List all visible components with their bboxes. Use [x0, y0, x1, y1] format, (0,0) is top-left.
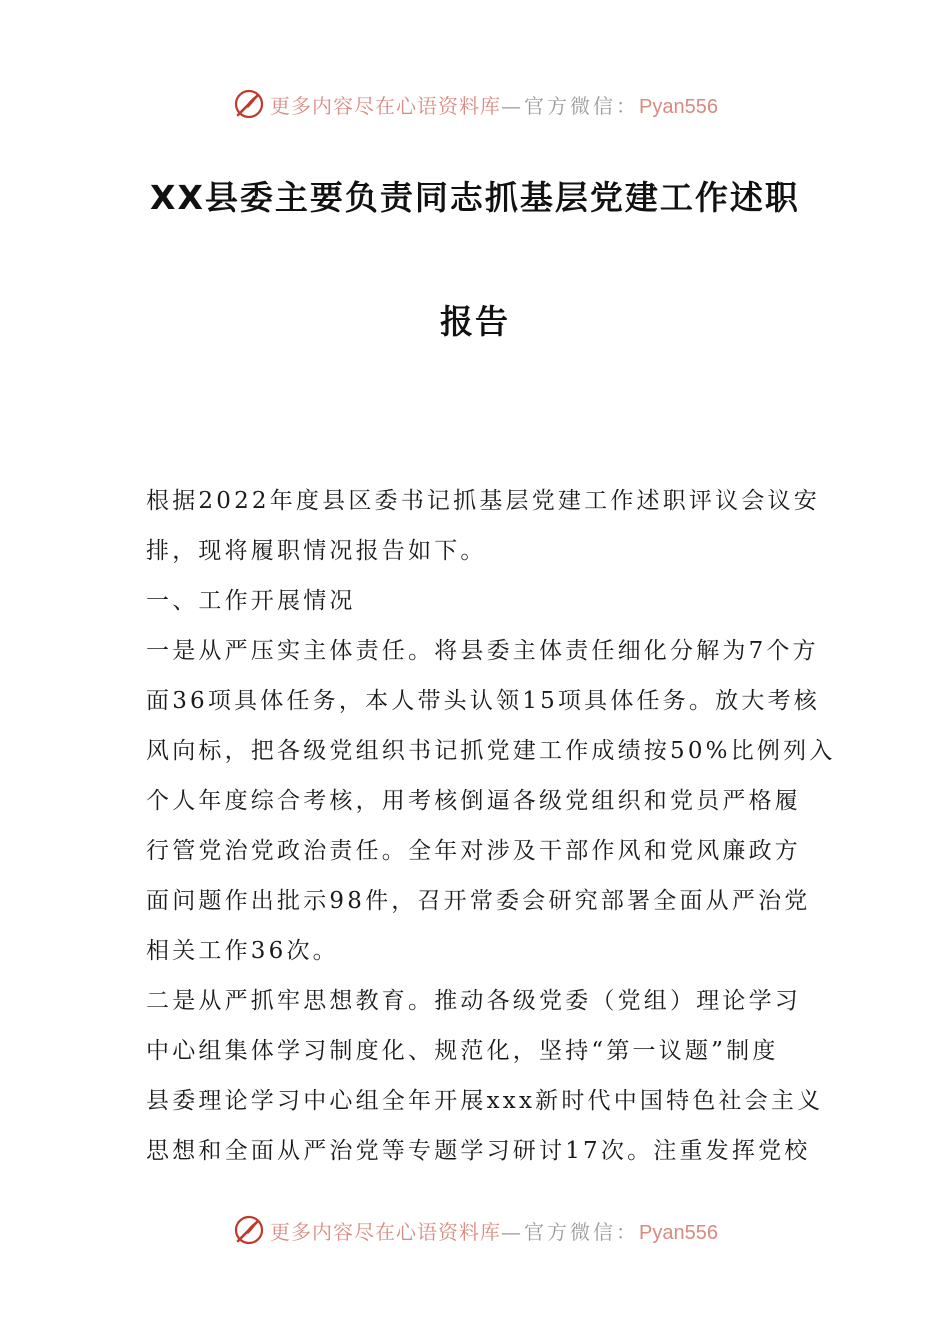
body-line: 风向标，把各级党组织书记抓党建工作成绩按50%比例列入: [146, 738, 836, 764]
watermark-footer: [0, 1210, 950, 1250]
watermark-text: 更多内容尽在心语资料库—官方微信：Pyan556: [270, 93, 718, 118]
body-line: 中心组集体学习制度化、规范化，坚持“第一议题”制度: [146, 1038, 779, 1064]
document-title-continued: 报告: [440, 302, 510, 341]
body-line: 二是从严抓牢思想教育。推动各级党委（党组）理论学习: [146, 988, 801, 1014]
body-line: 根据2022年度县区委书记抓基层党建工作述职评议会议安: [146, 488, 820, 514]
quill-logo-icon: [232, 87, 266, 121]
body-line: 排，现将履职情况报告如下。: [146, 538, 487, 564]
body-line: 面问题作出批示98件，召开常委会研究部署全面从严治党: [146, 888, 811, 914]
quill-logo-icon: [232, 1213, 266, 1247]
watermark-text: 更多内容尽在心语资料库—官方微信：Pyan556: [270, 1219, 718, 1244]
document-body: [146, 476, 836, 1176]
body-line: 一是从严压实主体责任。将县委主体责任细化分解为7个方: [146, 638, 819, 664]
body-line: 思想和全面从严治党等专题学习研讨17次。注重发挥党校: [146, 1138, 811, 1164]
body-line: 行管党治党政治责任。全年对涉及干部作风和党风廉政方: [146, 838, 801, 864]
body-line: 县委理论学习中心组全年开展xxx新时代中国特色社会主义: [146, 1088, 824, 1114]
body-line: 面36项具体任务，本人带头认领15项具体任务。放大考核: [146, 688, 820, 714]
body-line: 相关工作36次。: [146, 938, 339, 964]
section-heading: 一、工作开展情况: [146, 588, 356, 614]
body-line: 个人年度综合考核，用考核倒逼各级党组织和党员严格履: [146, 788, 801, 814]
watermark-header: [0, 84, 950, 124]
document-title: XX县委主要负责同志抓基层党建工作述职: [150, 178, 800, 217]
